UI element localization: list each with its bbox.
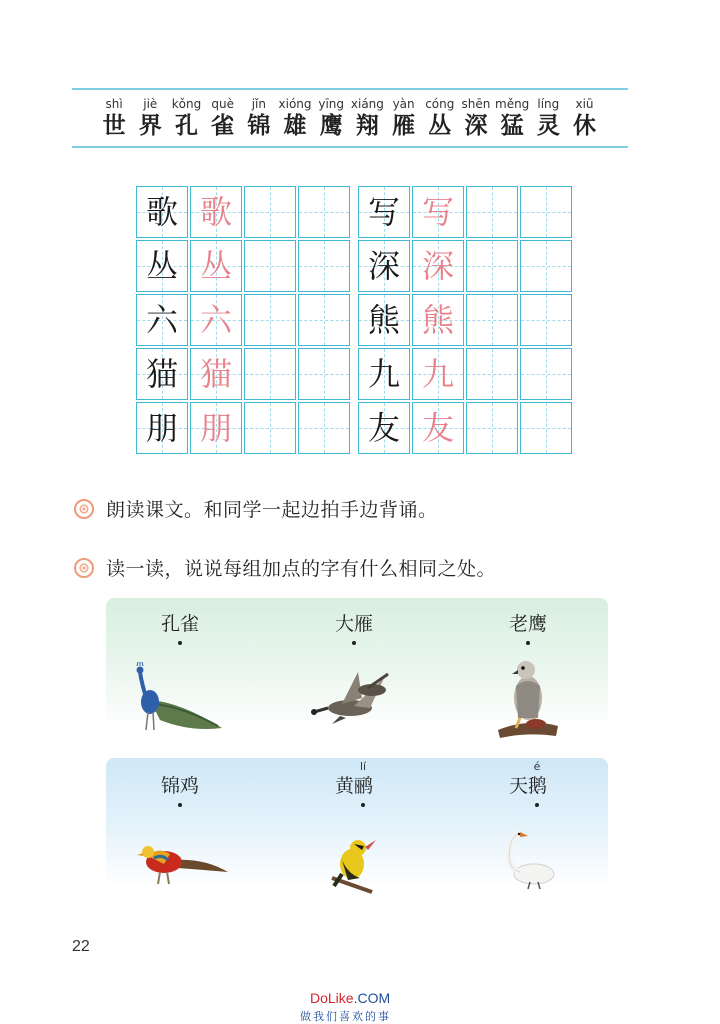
vocab-item bbox=[349, 96, 385, 140]
grid-cell bbox=[520, 402, 572, 454]
brand-logo bbox=[310, 990, 390, 1006]
vocab-pinyin: měng bbox=[495, 97, 530, 111]
trace-character: 猫 bbox=[199, 355, 232, 393]
grid-cell bbox=[358, 186, 410, 238]
model-character: 朋 bbox=[145, 409, 178, 447]
bird-name: 老鹰 bbox=[508, 613, 547, 635]
emphasis-dot bbox=[178, 641, 182, 645]
vocab-item bbox=[205, 96, 241, 140]
vocab-item bbox=[277, 96, 313, 140]
vocab-pinyin: shēn bbox=[461, 97, 491, 111]
vocab-character: 丛 bbox=[428, 112, 452, 139]
grid-cell bbox=[520, 186, 572, 238]
vocab-character: 锦 bbox=[247, 112, 271, 139]
grid-cell bbox=[520, 294, 572, 346]
bird-label-eagle bbox=[448, 598, 608, 644]
grid-cell bbox=[244, 294, 296, 346]
swan-image bbox=[500, 828, 556, 890]
grid-cell bbox=[520, 240, 572, 292]
brand-slogan: 做我们喜欢的事 bbox=[300, 1010, 391, 1023]
vocab-pinyin: què bbox=[211, 97, 234, 111]
trace-character: 歌 bbox=[199, 193, 232, 231]
grid-cell bbox=[190, 402, 242, 454]
emphasis-dot bbox=[352, 641, 356, 645]
bird-pinyin: lí bbox=[359, 760, 367, 773]
model-character: 六 bbox=[145, 301, 178, 339]
bird-label-oriole bbox=[274, 760, 434, 806]
vocab-item bbox=[566, 96, 602, 140]
vocab-item bbox=[422, 96, 458, 140]
bullet-badge-icon bbox=[74, 499, 94, 519]
trace-character: 九 bbox=[421, 355, 454, 393]
eagle-image bbox=[498, 656, 558, 738]
grid-cell bbox=[358, 402, 410, 454]
grid-cell bbox=[520, 348, 572, 400]
vocab-character: 鹰 bbox=[319, 112, 343, 139]
grid-cell bbox=[244, 240, 296, 292]
grid-cell bbox=[412, 240, 464, 292]
vocab-pinyin: xióng bbox=[278, 97, 312, 111]
peacock-image bbox=[130, 662, 230, 734]
grid-cell bbox=[412, 294, 464, 346]
instruction-2 bbox=[74, 554, 496, 581]
grid-cell bbox=[136, 402, 188, 454]
vocab-pinyin: jǐn bbox=[251, 97, 266, 111]
grid-cell bbox=[298, 240, 350, 292]
vocab-item bbox=[458, 96, 494, 140]
grid-cell bbox=[136, 294, 188, 346]
bird-pinyin bbox=[448, 598, 608, 612]
vocab-character: 猛 bbox=[500, 112, 524, 139]
bird-pinyin bbox=[274, 598, 434, 612]
bird-name: 大雁 bbox=[334, 613, 373, 635]
vocab-character: 深 bbox=[464, 112, 488, 139]
bird-pinyin bbox=[100, 598, 260, 612]
vocabulary-row bbox=[96, 96, 603, 140]
bird-name: 黄鹂 bbox=[334, 775, 373, 797]
vocab-character: 雄 bbox=[283, 112, 307, 139]
vocab-pinyin: yīng bbox=[318, 97, 345, 111]
vocab-pinyin: shì bbox=[105, 97, 123, 111]
bird-label-wild-geese bbox=[274, 598, 434, 644]
vocab-character: 灵 bbox=[536, 112, 560, 139]
emphasis-dot bbox=[526, 641, 530, 645]
emphasis-dot bbox=[535, 803, 539, 807]
vocab-character: 休 bbox=[573, 112, 597, 139]
vocab-item bbox=[494, 96, 530, 140]
vocab-character: 翔 bbox=[355, 112, 379, 139]
vocab-pinyin: cóng bbox=[425, 97, 455, 111]
grid-cell bbox=[136, 240, 188, 292]
vocab-item bbox=[132, 96, 168, 140]
model-character: 丛 bbox=[145, 247, 178, 285]
bird-name: 天鹅 bbox=[508, 775, 547, 797]
emphasis-dot bbox=[178, 803, 182, 807]
grid-cell bbox=[244, 402, 296, 454]
grid-cell bbox=[136, 348, 188, 400]
grid-cell bbox=[190, 186, 242, 238]
model-character: 写 bbox=[367, 193, 400, 231]
trace-character: 友 bbox=[421, 409, 454, 447]
brand-part2: .COM bbox=[353, 990, 391, 1006]
grid-cell bbox=[190, 348, 242, 400]
vocab-character: 世 bbox=[102, 112, 126, 139]
vocab-bottom-rule bbox=[72, 146, 628, 148]
vocab-pinyin: xiū bbox=[575, 97, 594, 111]
grid-cell bbox=[466, 402, 518, 454]
vocab-pinyin: yàn bbox=[392, 97, 415, 111]
bird-pinyin: é bbox=[533, 760, 541, 773]
grid-cell bbox=[466, 348, 518, 400]
emphasis-dot bbox=[361, 803, 365, 807]
grid-cell bbox=[466, 186, 518, 238]
model-character: 友 bbox=[367, 409, 400, 447]
model-character: 熊 bbox=[367, 301, 400, 339]
vocab-pinyin: kǒng bbox=[171, 97, 202, 111]
instruction-1 bbox=[74, 495, 438, 522]
grid-cell bbox=[298, 294, 350, 346]
grid-cell bbox=[412, 402, 464, 454]
instruction-text: 朗读课文。和同学一起边拍手边背诵。 bbox=[106, 499, 438, 521]
bird-name: 孔雀 bbox=[160, 613, 199, 635]
model-character: 猫 bbox=[145, 355, 178, 393]
grid-cell bbox=[358, 294, 410, 346]
bird-pinyin bbox=[100, 760, 260, 774]
grid-cell bbox=[190, 240, 242, 292]
model-character: 深 bbox=[367, 247, 400, 285]
vocab-item bbox=[168, 96, 204, 140]
trace-character: 熊 bbox=[421, 301, 454, 339]
grid-cell bbox=[412, 186, 464, 238]
trace-character: 写 bbox=[421, 193, 454, 231]
grid-cell bbox=[244, 186, 296, 238]
trace-character: 六 bbox=[199, 301, 232, 339]
vocab-character: 雀 bbox=[211, 112, 235, 139]
vocab-character: 孔 bbox=[174, 112, 198, 139]
grid-cell bbox=[190, 294, 242, 346]
instruction-text: 读一读，说说每组加点的字有什么相同之处。 bbox=[106, 558, 497, 580]
oriole-image bbox=[324, 834, 380, 894]
vocab-item bbox=[386, 96, 422, 140]
page-number: 22 bbox=[72, 938, 90, 955]
vocab-pinyin: jiè bbox=[143, 97, 158, 111]
bird-name: 锦鸡 bbox=[160, 775, 199, 797]
vocab-pinyin: líng bbox=[537, 97, 560, 111]
vocab-character: 界 bbox=[138, 112, 162, 139]
grid-cell bbox=[358, 348, 410, 400]
vocab-top-rule bbox=[72, 88, 628, 90]
vocab-item bbox=[96, 96, 132, 140]
grid-cell bbox=[244, 348, 296, 400]
vocab-pinyin: xiáng bbox=[350, 97, 384, 111]
bird-label-peacock bbox=[100, 598, 260, 644]
vocab-character: 雁 bbox=[392, 112, 416, 139]
trace-character: 丛 bbox=[199, 247, 232, 285]
vocab-item bbox=[313, 96, 349, 140]
grid-cell bbox=[412, 348, 464, 400]
vocab-item bbox=[241, 96, 277, 140]
grid-cell bbox=[298, 348, 350, 400]
trace-character: 深 bbox=[421, 247, 454, 285]
grid-cell bbox=[136, 186, 188, 238]
trace-character: 朋 bbox=[199, 409, 232, 447]
golden-pheasant-image bbox=[134, 836, 230, 886]
grid-cell bbox=[298, 186, 350, 238]
model-character: 歌 bbox=[145, 193, 178, 231]
vocab-item bbox=[530, 96, 566, 140]
bird-label-swan bbox=[448, 760, 608, 806]
grid-cell bbox=[298, 402, 350, 454]
brand-part1: DoLike bbox=[310, 990, 354, 1006]
grid-cell bbox=[466, 294, 518, 346]
grid-cell bbox=[466, 240, 518, 292]
bird-label-golden-pheasant bbox=[100, 760, 260, 806]
bullet-badge-icon bbox=[74, 558, 94, 578]
model-character: 九 bbox=[367, 355, 400, 393]
wild-geese-image bbox=[310, 668, 395, 728]
grid-cell bbox=[358, 240, 410, 292]
